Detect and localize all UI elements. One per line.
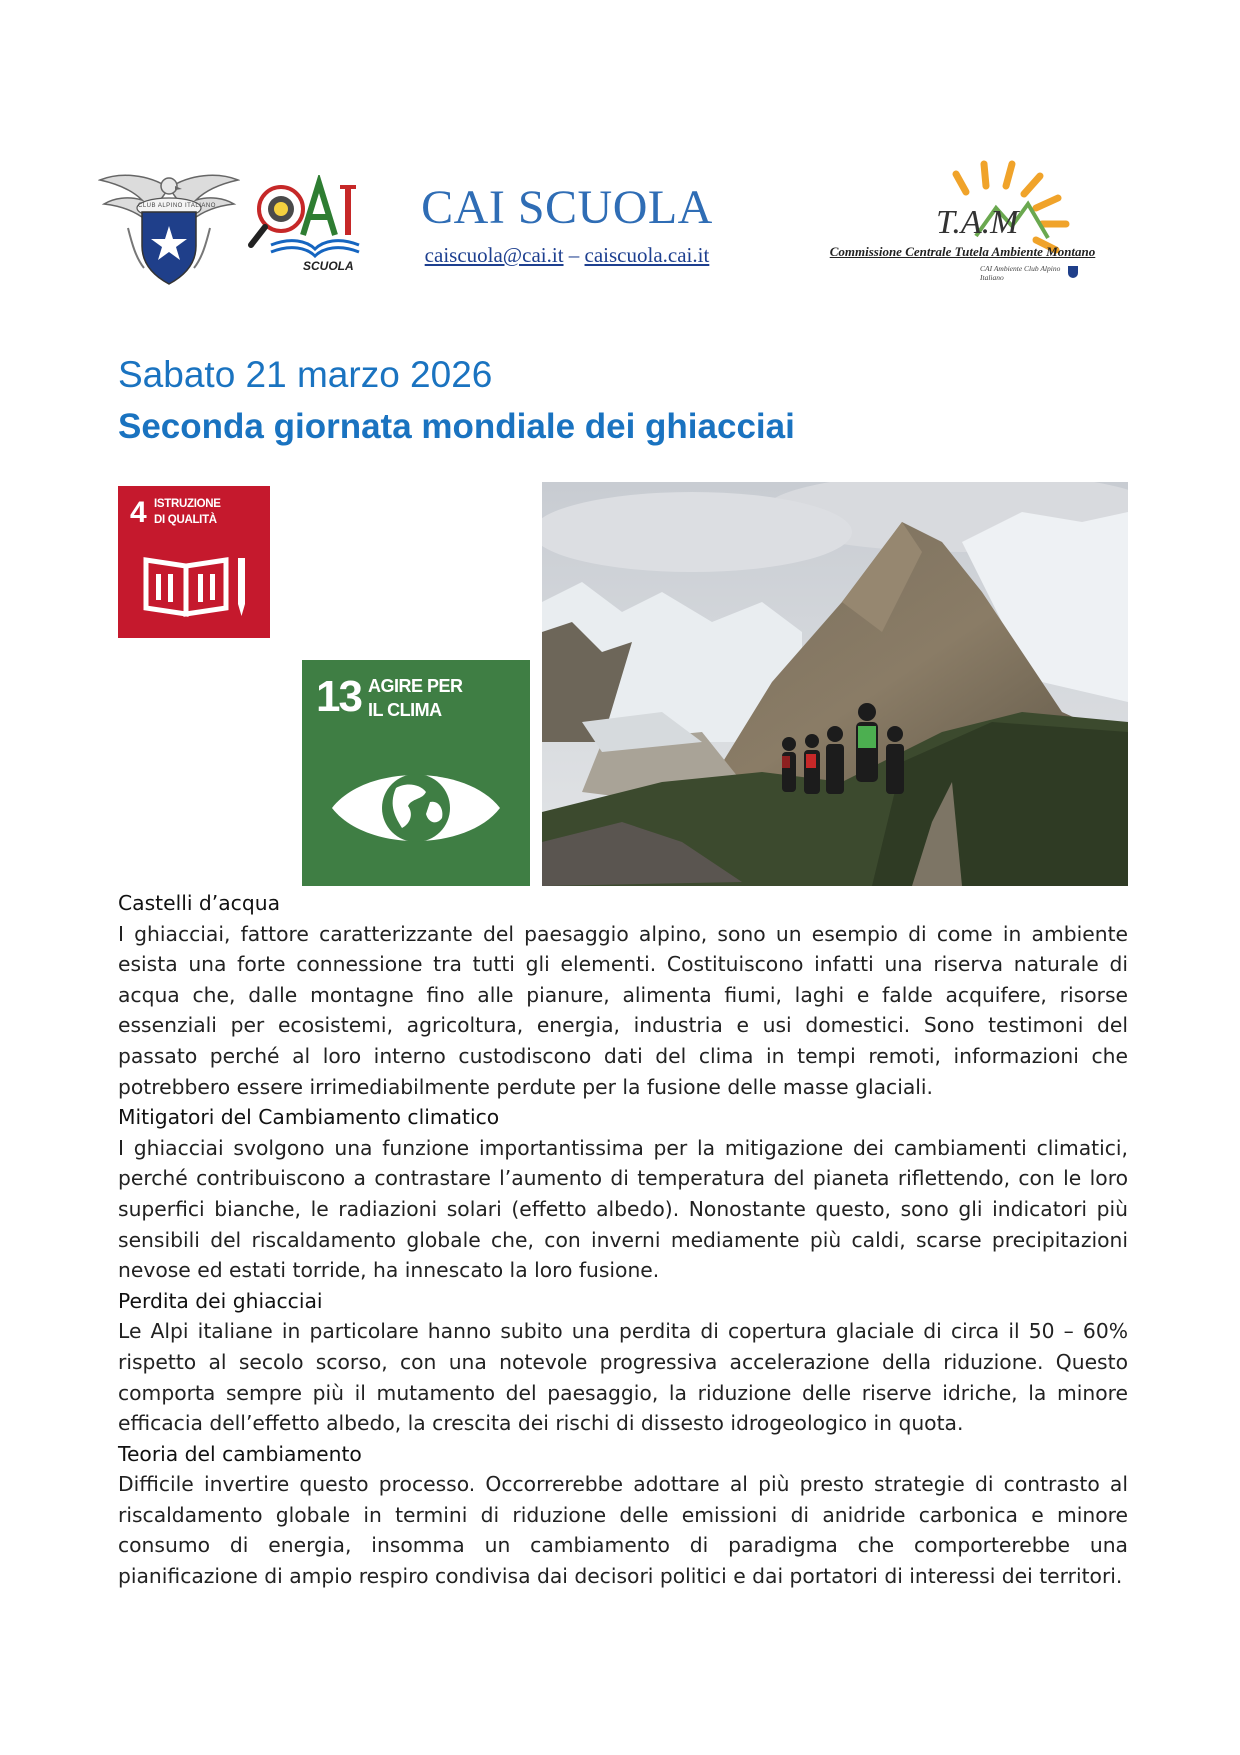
book-pencil-icon — [134, 552, 254, 622]
sdg-13-badge — [302, 660, 530, 886]
website-link[interactable]: caiscuola.cai.it — [584, 243, 710, 267]
cai-logo-caption: CLUB ALPINO ITALIANO — [138, 203, 216, 209]
tam-logo — [790, 156, 1135, 288]
date-line: Sabato 21 marzo 2026 — [118, 354, 493, 395]
sdg-4-badge — [118, 486, 270, 638]
section-heading: Perdita dei ghiacciai — [118, 1288, 323, 1313]
email-link[interactable]: caiscuola@cai.it — [424, 243, 564, 267]
tam-subtitle: Commissione Centrale Tutela Ambiente Montano — [829, 244, 1096, 259]
section-paragraph: I ghiacciai svolgono una funzione importantissima per la mitigazione dei cambiamenti climatici, perché contribuiscono a contrastare l’aumento di temperatura del pianeta riflettendo, con le loro superfici bianche, le radiazioni solari (effetto albedo). Nonostante questo, sono gli indicatori più sensibili del riscaldamento globale che, con inverni mediamente più caldi, scarse precipitazioni nevose ed estati torride, ha innescato la loro fusione. — [118, 1135, 1128, 1283]
glacier-hikers-photo — [542, 482, 1128, 886]
sdg-13-line1: AGIRE PER — [368, 676, 463, 696]
section-paragraph: Difficile invertire questo processo. Occorrerebbe adottare al più presto strategie di contrasto al riscaldamento globale in termini di riduzione delle emissioni di anidride carbonica e minore consumo di energia, insomma un cambiamento di paradigma che comporterebbe una pianificazione di ampio respiro condivisa dai decisori politici e dai portatori di interessi dei territori. — [118, 1472, 1128, 1589]
section-heading: Mitigatori del Cambiamento climatico — [118, 1105, 500, 1130]
tam-title: T.A.M — [936, 204, 1019, 241]
tam-small-caption: CAI Ambiente Club Alpino Italiano — [980, 264, 1061, 282]
sdg-4-line1: ISTRUZIONE — [154, 498, 221, 510]
cai-scuola-logo — [245, 175, 385, 275]
cai-scuola-logo-caption: SCUOLA — [303, 259, 354, 273]
sdg-13-line2: IL CLIMA — [368, 700, 442, 720]
sdg-4-line2: DI QUALITÀ — [154, 514, 217, 526]
section-heading: Castelli d’acqua — [118, 891, 280, 915]
page-title: Seconda giornata mondiale dei ghiacciai — [118, 407, 795, 446]
cai-eagle-logo — [98, 168, 240, 288]
sdg-4-number: 4 — [130, 496, 147, 529]
brand-title: CAI SCUOLA — [421, 181, 713, 234]
section-paragraph: I ghiacciai, fattore caratterizzante del paesaggio alpino, sono un esempio di come in ambiente esista una forte connessione tra tutti gli elementi. Costituiscono infatti una riserva naturale di acqua che, dalle montagne fino alle pianure, alimenta fiumi, laghi e falde acquifere, risorse essenziali per ecosistemi, agricoltura, energia, industria e usi domestici. Sono testimoni del passato perché al loro interno custodiscono dati del clima in tempi remoti, informazioni che potrebbero essere irrimediabilmente perdute per la fusione delle masse glaciali. — [118, 921, 1128, 1099]
eye-globe-icon — [326, 758, 506, 858]
article-content — [118, 888, 1128, 1592]
section-paragraph: Le Alpi italiane in particolare hanno subito una perdita di copertura glaciale di circa il 50 – 60% rispetto al secolo scorso, con una notevole progressiva accelerazione della riduzione. Questo comporta sempre più il mutamento del paesaggio, la riduzione delle riserve idriche, la minore efficacia dell’effetto albedo, la crescita dei rischi di dissesto idrogeologico in quota. — [118, 1319, 1128, 1436]
link-separator: – — [568, 243, 580, 267]
brand-links — [402, 243, 732, 268]
sdg-13-number: 13 — [316, 672, 361, 721]
section-heading: Teoria del cambiamento — [118, 1441, 362, 1466]
cai-mini-shield-icon — [1068, 266, 1078, 278]
